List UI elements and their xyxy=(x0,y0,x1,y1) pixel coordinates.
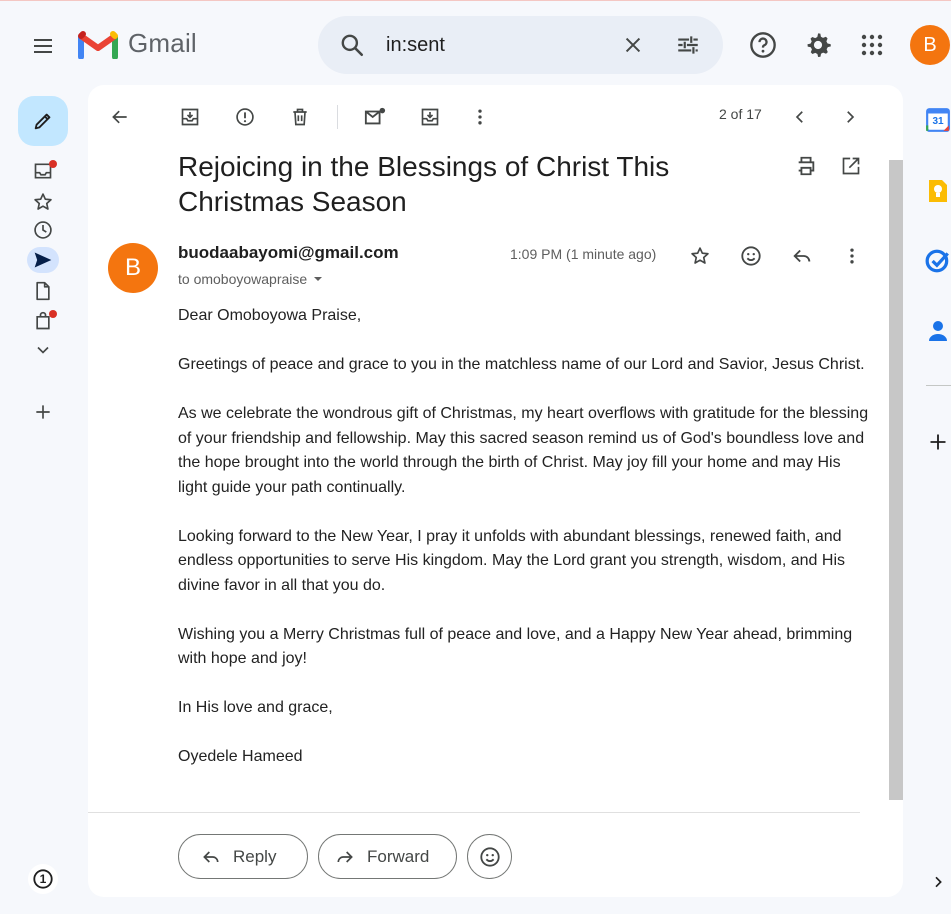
forward-button[interactable] xyxy=(318,834,457,879)
sender-email[interactable]: buodaabayomi@gmail.com xyxy=(178,243,399,262)
toolbar-separator xyxy=(337,105,338,129)
sent-icon[interactable] xyxy=(31,248,55,272)
star-icon[interactable] xyxy=(686,242,714,270)
print-icon[interactable] xyxy=(792,152,820,180)
badge-count: 1 xyxy=(39,872,47,886)
purchases-unread-dot xyxy=(49,310,57,318)
google-calendar-icon[interactable] xyxy=(924,106,951,134)
compose-button[interactable] xyxy=(18,96,68,146)
delete-trash-icon[interactable] xyxy=(286,103,314,131)
add-reaction-emoji-icon[interactable] xyxy=(737,242,765,270)
sender-avatar[interactable]: B xyxy=(108,243,158,293)
search-options-icon[interactable] xyxy=(668,25,708,65)
pagination-count: 2 of 17 xyxy=(719,106,762,122)
reply-arrow-icon[interactable] xyxy=(788,242,816,270)
body-closing: In His love and grace, xyxy=(178,699,333,716)
email-view-panel xyxy=(88,85,903,897)
emoji-icon xyxy=(479,846,501,868)
show-side-panel-chevron-icon[interactable] xyxy=(924,868,951,896)
more-options-icon[interactable] xyxy=(466,103,494,131)
help-icon[interactable] xyxy=(743,25,783,65)
reply-icon xyxy=(201,847,221,867)
emoji-reaction-button[interactable] xyxy=(467,834,512,879)
calendar-day: 31 xyxy=(932,116,944,127)
starred-icon[interactable] xyxy=(31,190,55,214)
body-signature: Oyedele Hameed xyxy=(178,748,303,765)
move-to-icon[interactable] xyxy=(416,103,444,131)
gmail-logo[interactable] xyxy=(78,28,197,59)
drafts-icon[interactable] xyxy=(31,279,55,303)
clear-search-icon[interactable] xyxy=(613,25,653,65)
open-in-new-window-icon[interactable] xyxy=(837,152,865,180)
google-tasks-icon[interactable] xyxy=(924,247,951,275)
pencil-icon xyxy=(32,110,54,132)
settings-gear-icon[interactable] xyxy=(798,25,838,65)
scrollbar[interactable] xyxy=(889,160,903,800)
recipient-text: to omoboyowapraise xyxy=(178,271,308,287)
content-divider xyxy=(88,812,860,813)
archive-icon[interactable] xyxy=(176,103,204,131)
back-arrow-icon[interactable] xyxy=(106,103,134,131)
search-icon[interactable] xyxy=(336,29,368,61)
email-subject: Rejoicing in the Blessings of Christ This Christmas Season xyxy=(178,151,670,217)
new-label-plus-icon[interactable] xyxy=(31,400,55,424)
recipient-details-dropdown-icon[interactable] xyxy=(313,274,323,284)
search-input[interactable] xyxy=(386,30,606,60)
google-contacts-icon[interactable] xyxy=(924,317,951,345)
recipient-line[interactable] xyxy=(178,271,323,287)
newer-chevron-left-icon[interactable] xyxy=(786,103,814,131)
body-paragraph: Wishing you a Merry Christmas full of peace and love, and a Happy New Year ahead, brimming with hope and joy! xyxy=(178,625,853,667)
reply-label: Reply xyxy=(233,846,277,866)
gmail-m-icon xyxy=(78,29,118,59)
body-greeting: Dear Omoboyowa Praise, xyxy=(178,307,362,324)
side-panel-divider xyxy=(926,385,951,386)
get-addons-plus-icon[interactable] xyxy=(924,428,951,456)
reply-button[interactable] xyxy=(178,834,308,879)
snoozed-clock-icon[interactable] xyxy=(31,218,55,242)
main-menu-icon[interactable] xyxy=(21,24,65,68)
mark-unread-icon[interactable] xyxy=(361,103,389,131)
body-paragraph: Greetings of peace and grace to you in the matchless name of our Lord and Savior, Jesus Christ. xyxy=(178,356,865,373)
top-border xyxy=(0,0,951,4)
forward-label: Forward xyxy=(367,846,430,866)
app-name: Gmail xyxy=(128,28,197,58)
email-timestamp: 1:09 PM (1 minute ago) xyxy=(510,246,657,262)
forward-icon xyxy=(335,847,355,867)
account-avatar[interactable]: B xyxy=(910,25,950,65)
email-body xyxy=(178,304,870,794)
apps-grid-icon[interactable] xyxy=(852,25,892,65)
notification-badge[interactable] xyxy=(28,864,58,894)
body-paragraph: As we celebrate the wondrous gift of Christmas, my heart overflows with gratitude for the blessing of your friendship and fellowship. May this sacred season remind us of God's boundless love and the hope brought into the world through the birth of Christ. May joy fill your home and may His light guide your path continually. xyxy=(178,405,869,496)
older-chevron-right-icon[interactable] xyxy=(836,103,864,131)
google-keep-icon[interactable] xyxy=(924,177,951,205)
report-spam-icon[interactable] xyxy=(231,103,259,131)
inbox-unread-dot xyxy=(49,160,57,168)
body-paragraph: Looking forward to the New Year, I pray it unfolds with abundant blessings, renewed faith, and endless opportunities to serve His kingdom. May the Lord grant you strength, wisdom, and His divine favor in all that you do. xyxy=(178,527,845,594)
more-chevron-down-icon[interactable] xyxy=(31,338,55,362)
message-more-options-icon[interactable] xyxy=(838,242,866,270)
search-bar[interactable] xyxy=(318,16,723,74)
